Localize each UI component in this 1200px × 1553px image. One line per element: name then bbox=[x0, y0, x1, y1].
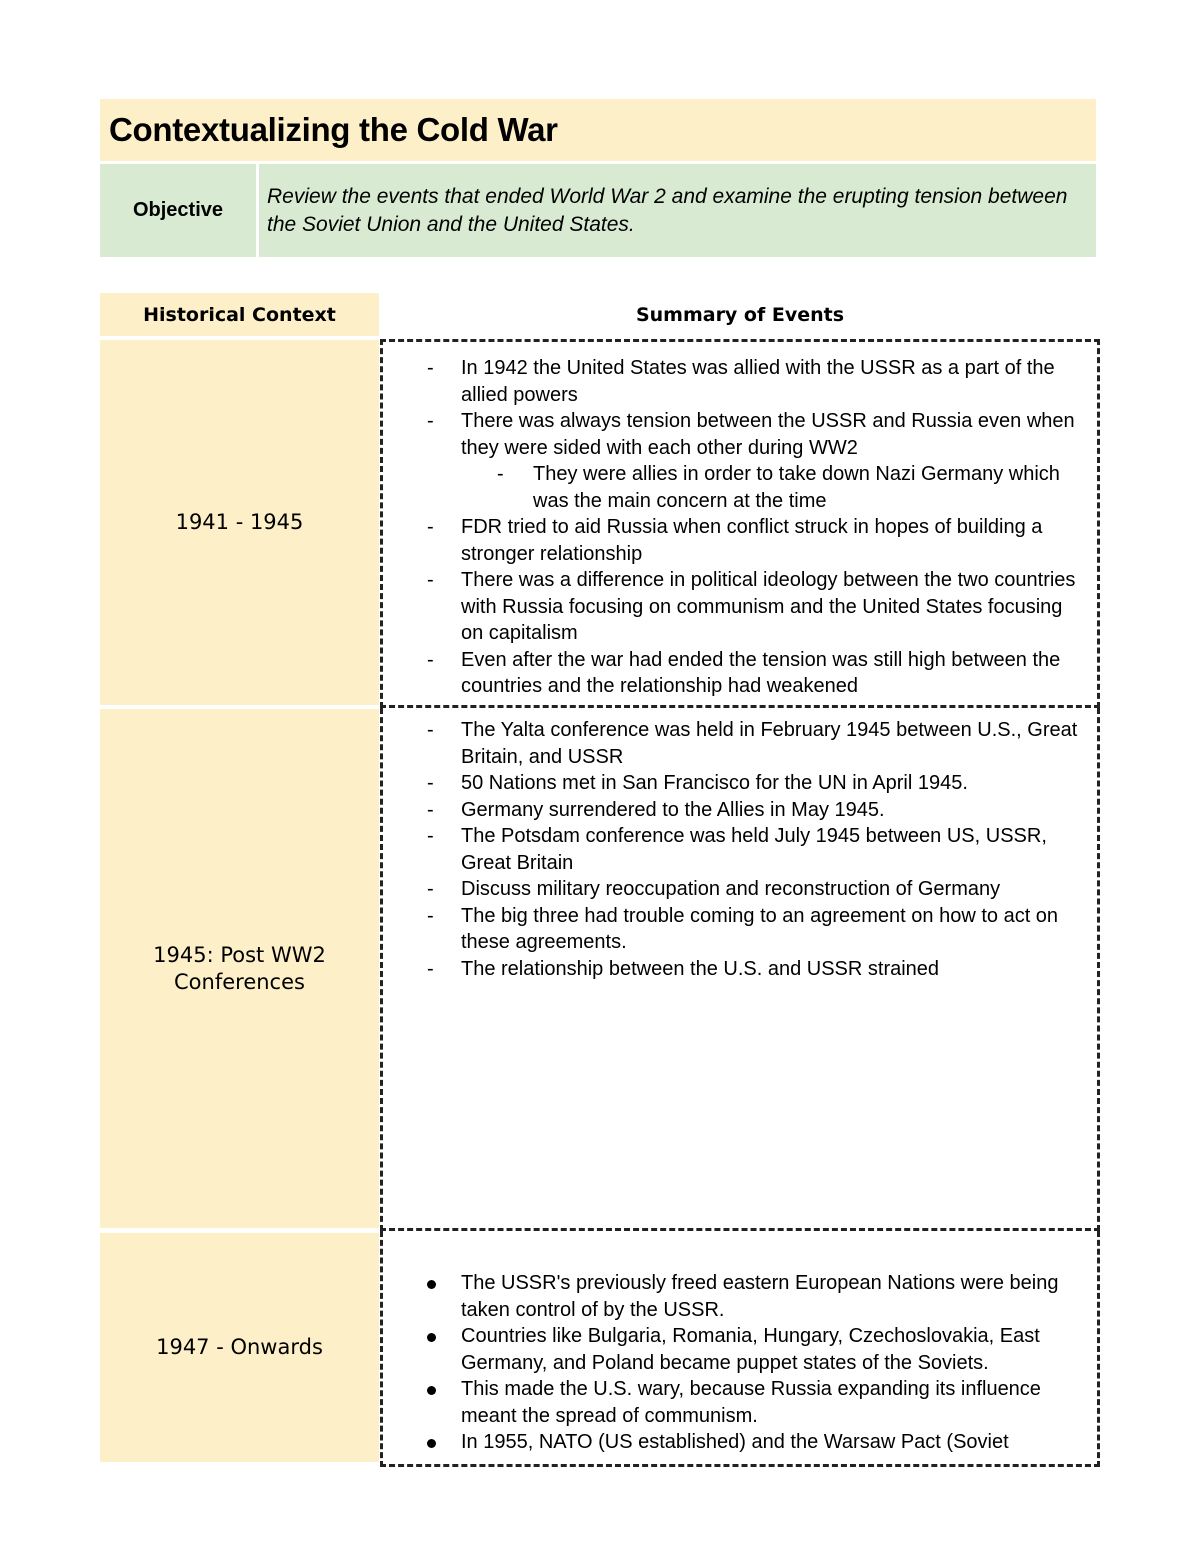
list-item: - The big three had trouble coming to an agreement on how to act on these agreements. bbox=[427, 904, 1059, 953]
list-item: - Even after the war had ended the tension was still high between the countries and the relationship had weakened bbox=[427, 648, 1061, 697]
list-item: - There was a difference in political ideology between the two countries with Russia focusing on communism and the United States focusing on capitalism bbox=[427, 569, 1076, 644]
list-item: - The relationship between the U.S. and USSR strained bbox=[383, 956, 1097, 983]
list-item: This made the U.S. wary, because Russia expanding its influence meant the spread of communism. bbox=[383, 1376, 1097, 1429]
summary-cell-1947-onwards bbox=[380, 1231, 1100, 1467]
dash-marker: - bbox=[427, 878, 434, 900]
list-item: - Discuss military reoccupation and reconstruction of Germany bbox=[383, 876, 1097, 903]
list-item: Countries like Bulgaria, Romania, Hungary, Czechoslovakia, East Germany, and Poland became puppet states of the Soviets. bbox=[383, 1323, 1097, 1376]
dash-marker: - bbox=[427, 516, 434, 538]
context-label: 1945: Post WW2 Conferences bbox=[153, 942, 326, 994]
dash-marker: - bbox=[427, 772, 434, 794]
bullet-marker bbox=[427, 1386, 436, 1395]
objective-label: Objective bbox=[100, 164, 256, 257]
context-cell-1941-1945 bbox=[100, 340, 379, 705]
list-item: - There was always tension between the USSR and Russia even when they were sided with each other during WW2 bbox=[427, 410, 1075, 459]
list-item: - The Potsdam conference was held July 1945 between US, USSR, Great Britain bbox=[427, 825, 1047, 874]
list-item: The USSR's previously freed eastern European Nations were being taken control of by the USSR. bbox=[383, 1270, 1097, 1323]
context-label: 1947 - Onwards bbox=[156, 1335, 323, 1359]
header-historical-context: Historical Context bbox=[100, 293, 379, 336]
bullet-marker bbox=[427, 1439, 436, 1448]
dash-marker: - bbox=[427, 798, 434, 821]
dash-marker: - bbox=[427, 357, 434, 379]
list-item: In 1955, NATO (US established) and the Warsaw Pact (Soviet bbox=[383, 1429, 1097, 1456]
dash-marker: - bbox=[427, 719, 434, 741]
dash-marker: - bbox=[427, 825, 434, 847]
bullet-marker bbox=[427, 1333, 436, 1342]
dash-marker: - bbox=[427, 569, 434, 591]
title-bar bbox=[100, 99, 1096, 161]
list-item: - They were allies in order to take down Nazi Germany which was the main concern at the time bbox=[497, 463, 1060, 512]
dash-marker: - bbox=[497, 463, 504, 485]
list-item: - Germany surrendered to the Allies in May 1945. bbox=[383, 797, 1097, 824]
event-list bbox=[383, 1270, 1097, 1456]
context-label: 1941 - 1945 bbox=[175, 510, 304, 534]
list-item: - 50 Nations met in San Francisco for the UN in April 1945. bbox=[383, 770, 1097, 797]
bullet-marker bbox=[427, 1280, 436, 1289]
list-item: - In 1942 the United States was allied with the USSR as a part of the allied powers bbox=[427, 357, 1055, 406]
event-list bbox=[383, 717, 1097, 982]
context-cell-1947-onwards bbox=[100, 1233, 379, 1462]
objective-text: Review the events that ended World War 2 and examine the erupting tension between the Soviet Union and the United States. bbox=[259, 164, 1096, 257]
list-item: - FDR tried to aid Russia when conflict struck in hopes of building a stronger relationship bbox=[427, 516, 1043, 565]
summary-cell-1945-conferences bbox=[380, 708, 1100, 1231]
dash-marker: - bbox=[427, 904, 434, 927]
dash-marker: - bbox=[427, 648, 434, 671]
event-list bbox=[383, 355, 1097, 700]
context-cell-1945-conferences bbox=[100, 709, 379, 1228]
dash-marker: - bbox=[427, 957, 434, 980]
summary-cell-1941-1945 bbox=[380, 339, 1100, 708]
dash-marker: - bbox=[427, 410, 434, 432]
list-item: - The Yalta conference was held in February 1945 between U.S., Great Britain, and USSR bbox=[427, 719, 1078, 768]
header-summary-of-events: Summary of Events bbox=[635, 303, 845, 326]
page-title: Contextualizing the Cold War bbox=[109, 111, 558, 148]
